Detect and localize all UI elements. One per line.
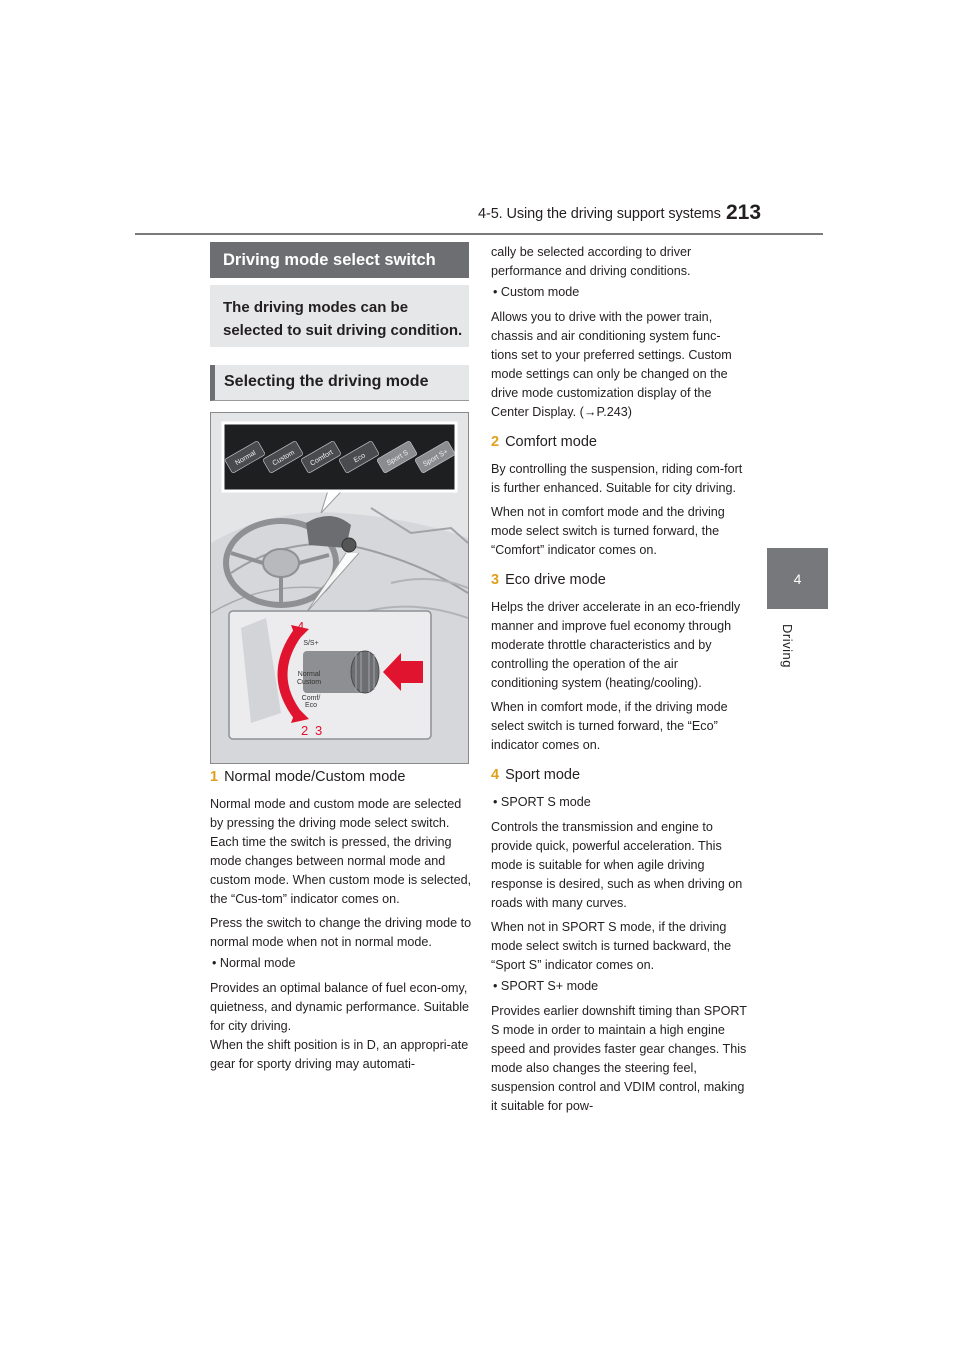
paragraph: When not in SPORT S mode, if the driving mode select switch is turned backward, the “Sport S” indicator comes on. — [491, 920, 732, 972]
knob-label-comf: Comf/ — [301, 695, 321, 702]
item-number: 1 — [210, 769, 219, 785]
driving-mode-illustration — [211, 413, 468, 763]
item-number: 2 — [491, 434, 500, 450]
item-title: Normal mode/Custom mode — [224, 769, 406, 785]
bullet-text: Custom mode — [500, 285, 580, 299]
chapter-number: 4 — [793, 570, 802, 587]
bullet-item: • SPORT S mode — [493, 795, 591, 809]
bullet-item: • SPORT S+ mode — [493, 979, 599, 993]
chapter-name: Driving — [780, 624, 795, 668]
paragraph: Allows you to drive with the power train, chassis and air conditioning system func-tions set to your preferred settings. Custom mode settings can only be changed on the drive mode customization display of the Center Display. (→P.243) — [491, 310, 732, 419]
callout-2: 2 — [301, 723, 309, 738]
knob-label-custom: Custom — [296, 679, 322, 686]
subheading: Selecting the driving mode — [210, 365, 469, 401]
page-number: 213 — [726, 201, 762, 224]
bullet-text: Normal mode — [219, 956, 296, 970]
paragraph: Helps the driver accelerate in an eco-friendly manner and improve fuel economy through moderate throttle characteristics and by controlling the operation of the air conditioning system (heating/cooling). — [491, 600, 741, 690]
text-column-left — [210, 767, 472, 1079]
mode-chip-label: Sport S+ — [422, 448, 450, 469]
mode-chip-label: Comfort — [309, 449, 335, 468]
text-column-right — [491, 243, 747, 1121]
section-header-title: 4-5. Using the driving support systems — [478, 206, 721, 222]
item-number: 4 — [491, 767, 500, 783]
driving-mode-figure — [210, 412, 469, 764]
callout-1: 1 — [397, 669, 405, 684]
paragraph: By controlling the suspension, riding com-fort is further enhanced. Suitable for city driving. — [491, 462, 743, 495]
knob-label-eco: Eco — [304, 702, 318, 709]
paragraph: When in comfort mode, if the driving mode select switch is turned forward, the “Eco” indicator comes on. — [491, 700, 728, 752]
paragraph: Press the switch to change the driving mode to normal mode when not in normal mode. — [210, 916, 472, 949]
paragraph: When not in comfort mode and the driving mode select switch is turned forward, the “Comfort” indicator comes on. — [491, 505, 725, 557]
knob-label-sport: S/S+ — [303, 640, 319, 647]
paragraph: Controls the transmission and engine to provide quick, powerful acceleration. This mode is suitable for when agile driving response is desired, such as when driving on roads with many curves. — [491, 820, 743, 910]
mode-chip-label: Eco — [352, 452, 367, 465]
paragraph: Provides earlier downshift timing than SPORT S mode in order to maintain a high engine speed and provides faster gear changes. This mode also changes the steering feel, suspension control and VDIM control, making it suitable for pow- — [491, 1004, 747, 1113]
item-heading-sport — [491, 765, 747, 785]
item-title: Eco drive mode — [505, 572, 606, 588]
bullet-item: • Custom mode — [493, 285, 580, 299]
item-heading-comfort — [491, 432, 747, 452]
knob-label-normal: Normal — [297, 671, 321, 678]
item-heading-eco — [491, 570, 747, 590]
item-heading-normal-custom — [210, 767, 472, 787]
chapter-tab — [767, 548, 828, 609]
section-heading: Driving mode select switch — [210, 242, 469, 278]
mode-chip-label: Custom — [271, 449, 296, 468]
intro-box: The driving modes can be selected to suit driving condition. — [210, 285, 469, 347]
item-title: Comfort mode — [505, 434, 597, 450]
bullet-text: SPORT S mode — [500, 795, 591, 809]
mode-chip-label: Sport S — [385, 449, 410, 468]
mode-chip-label: Normal — [234, 449, 258, 467]
callout-4: 4 — [297, 619, 305, 634]
paragraph: Normal mode and custom mode are selected by pressing the driving mode select switch. Each time the switch is pressed, the driving mode changes between normal mode and custom mode. When custom mode is selected, the “Cus-tom” indicator comes on. — [210, 797, 472, 906]
paragraph-continued: cally be selected according to driver performance and driving conditions. — [491, 245, 692, 278]
bullet-item: • Normal mode — [212, 956, 296, 970]
paragraph: Provides an optimal balance of fuel econ-omy, quietness, and dynamic performance. Suitable for city driving. When the shift position is in D, an appropri-ate gear for sporty driving may automati- — [210, 981, 470, 1071]
item-number: 3 — [491, 572, 500, 588]
header-divider — [135, 233, 823, 235]
item-title: Sport mode — [505, 767, 581, 783]
callout-3: 3 — [315, 723, 323, 738]
bullet-text: SPORT S+ mode — [500, 979, 599, 993]
